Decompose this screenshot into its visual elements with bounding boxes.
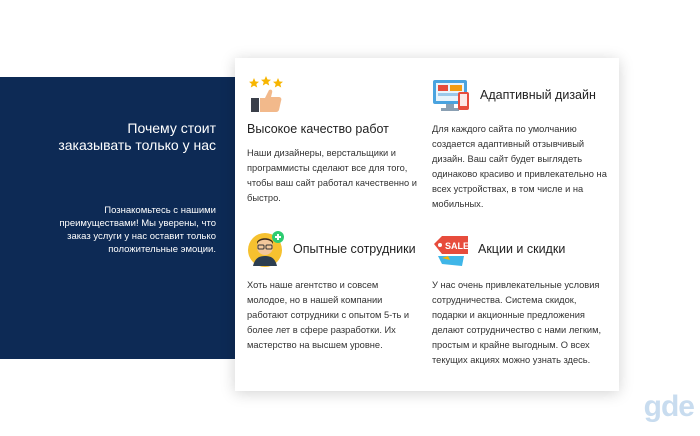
feature-text: Наши дизайнеры, верстальщики и программисты сделают все для того, чтобы ваш сайт работал качественно и быстро. (247, 148, 417, 203)
responsive-devices-icon (432, 76, 470, 114)
features-card (235, 58, 619, 391)
feature-title: Акции и скидки (478, 242, 566, 256)
svg-text:SALE: SALE (445, 241, 470, 251)
feature-title: Адаптивный дизайн (480, 88, 596, 102)
feature-text: Для каждого сайта по умолчанию создается адаптивный отзывчивый дизайн. Ваш сайт будет выглядеть одинаково красиво и привлекательно на всех устройствах, в том числе и на мобильных. (432, 124, 607, 209)
stars-thumbs-up-icon (247, 76, 285, 114)
feature-title: Высокое качество работ (247, 122, 389, 136)
feature-text: У нас очень привлекательные условия сотрудничества. Система скидок, подарки и акционные предложения делают сотрудничество с нами легким, простым и крайне выгодным. О всех текущих акциях можно узнать здесь. (432, 280, 602, 365)
feature-quality (247, 76, 417, 206)
feature-discounts (432, 230, 612, 368)
developer-avatar-icon (247, 230, 285, 268)
feature-text: Хоть наше агентство и совсем молодое, но в нашей компании работают сотрудники с опытом 5-ть и более лет в сфере разработки. Их мастерство на высшем уровне. (247, 280, 410, 350)
sale-tag-icon (432, 230, 470, 268)
feature-staff (247, 230, 417, 353)
intro-heading: Почему стоит заказывать только у нас (58, 120, 216, 153)
intro-description: Познакомьтесь с нашими преимуществами! Мы уверены, что заказ услуги у нас оставит только положительные эмоции. (59, 205, 216, 255)
feature-title: Опытные сотрудники (293, 242, 416, 256)
feature-adaptive (432, 76, 612, 212)
site-watermark-logo: gde (643, 390, 694, 423)
